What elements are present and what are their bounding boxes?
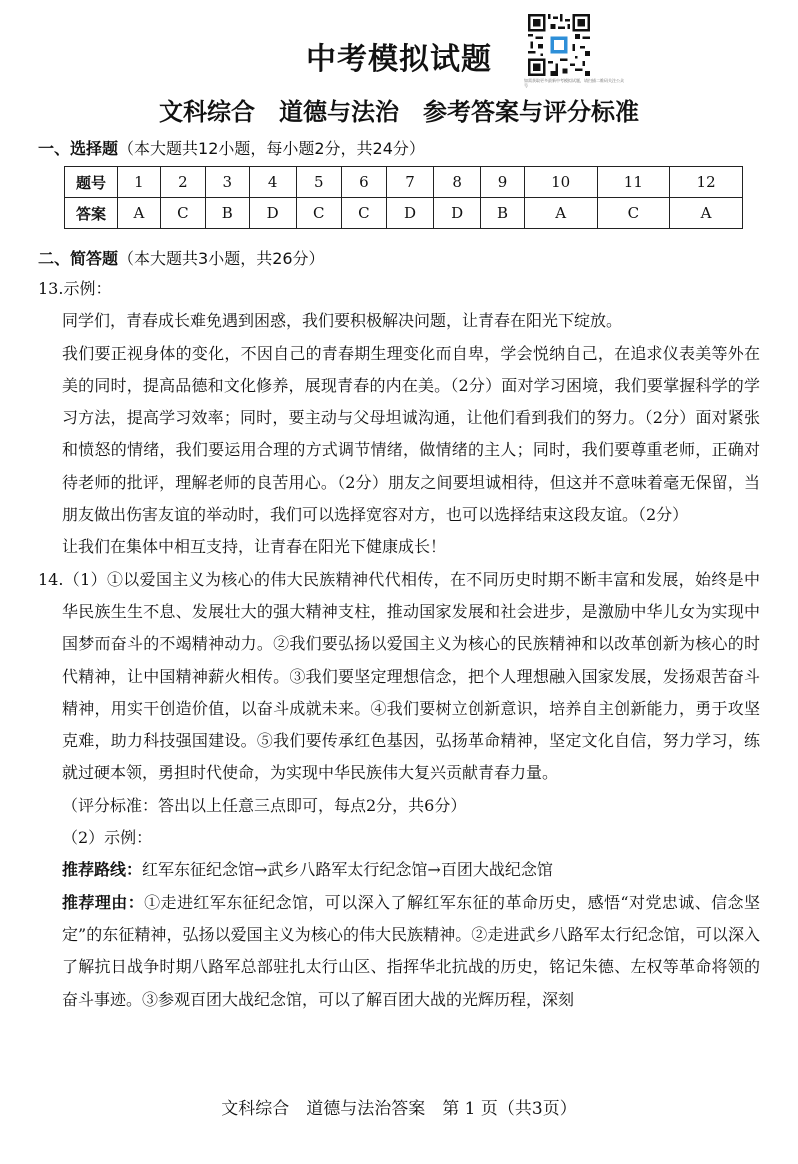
table-cell: B [481, 198, 525, 229]
table-cell: 12 [670, 167, 743, 198]
q13-paragraph: 让我们在集体中相互支持，让青春在阳光下健康成长！ [62, 537, 447, 557]
row-label: 题号 [65, 167, 118, 198]
table-cell: 1 [118, 167, 161, 198]
table-cell: 6 [341, 167, 386, 198]
row-label: 答案 [65, 198, 118, 229]
table-cell: 4 [249, 167, 296, 198]
table-cell: 3 [206, 167, 250, 198]
q14-part2-label: （2）示例： [62, 828, 153, 848]
table-cell: A [524, 198, 597, 229]
table-cell: D [434, 198, 481, 229]
q14-scoring: （评分标准：答出以上任意三点即可，每点2分，共6分） [62, 795, 467, 815]
page-title: 中考模拟试题 [306, 42, 492, 77]
table-cell: 2 [160, 167, 205, 198]
table-row [65, 198, 743, 229]
q13-paragraph: 我们要正视身体的变化，不因自己的青春期生理变化而自卑，学会悦纳自己，在追求仪表美等外在美的同时，提高品德和文化修养，展现青春的内在美。（2分）面对学习困境，我们要掌握科学的学习方法，提高学习效率；同时，要主动与父母坦诚沟通，让他们看到我们的努力。（2分）面对紧张和愤怒的情绪，我们要运用合理的方式调节情绪，做情绪的主人；同时，我们要尊重老师，正确对待老师的批评，理解老师的良苦用心。（2分）朋友之间要坦诚相待，但这并不意味着毫无保留，当朋友做出伤害友谊的举动时，我们可以选择宽容对方，也可以选择结束这段友谊。（2分） [62, 343, 760, 525]
table-cell: 11 [597, 167, 670, 198]
table-cell: 5 [296, 167, 341, 198]
table-cell: D [249, 198, 296, 229]
table-cell: 7 [386, 167, 433, 198]
qr-caption: 如需获取更多最新中考模拟试题，请扫描二维码关注公众号 [524, 78, 624, 88]
table-cell: 10 [524, 167, 597, 198]
page-footer: 文科综合 道德与法治答案 第 1 页（共3页） [221, 1099, 577, 1119]
q14-route: 推荐路线：红军东征纪念馆→武乡八路军太行纪念馆→百团大战纪念馆 [62, 860, 553, 880]
page-subtitle: 文科综合 道德与法治 参考答案与评分标准 [159, 98, 639, 126]
q13-paragraph: 同学们，青春成长难免遇到困惑，我们要积极解决问题，让青春在阳光下绽放。 [62, 311, 623, 331]
section-2-heading: 二、简答题（本大题共3小题，共26分） [38, 249, 325, 268]
table-cell: 8 [434, 167, 481, 198]
table-row [65, 167, 743, 198]
table-cell: 9 [481, 167, 525, 198]
table-cell: D [386, 198, 433, 229]
table-cell: C [160, 198, 205, 229]
table-cell: C [296, 198, 341, 229]
answer-body [38, 273, 760, 1016]
q14-reason: 推荐理由：①走进红军东征纪念馆，可以深入了解红军东征的革命历史，感悟“对党忠诚、信念坚定”的东征精神，弘扬以爱国主义为核心的伟大民族精神。②走进武乡八路军太行纪念馆，可以深入了解抗日战争时期八路军总部驻扎太行山区、指挥华北抗战的历史，铭记朱德、左权等革命将领的奋斗事迹。③参观百团大战纪念馆，可以了解百团大战的光辉历程，深刻 [62, 892, 760, 1009]
table-cell: B [206, 198, 250, 229]
answer-table [64, 166, 743, 229]
section-1-heading: 一、选择题（本大题共12小题，每小题2分，共24分） [38, 139, 425, 158]
table-cell: A [670, 198, 743, 229]
table-cell: A [118, 198, 161, 229]
table-cell: C [341, 198, 386, 229]
q13-label: 13.示例： [38, 279, 112, 298]
qr-code-icon [525, 14, 593, 76]
q14-part1: 14.（1）①以爱国主义为核心的伟大民族精神代代相传，在不同历史时期不断丰富和发展，始终是中华民族生生不息、发展壮大的强大精神支柱，推动国家发展和社会进步，是激励中华儿女为实现中国梦而奋斗的不竭精神动力。②我们要弘扬以爱国主义为核心的民族精神和以改革创新为核心的时代精神，让中国精神薪火相传。③我们要坚定理想信念，把个人理想融入国家发展，发扬艰苦奋斗精神，用实干创造价值，以奋斗成就未来。④我们要树立创新意识，培养自主创新能力，勇于攻坚克难，助力科技强国建设。⑤我们要传承红色基因，弘扬革命精神，坚定文化自信，努力学习，练就过硬本领，勇担时代使命，为实现中华民族伟大复兴贡献青春力量。 [38, 569, 760, 783]
table-cell: C [597, 198, 670, 229]
